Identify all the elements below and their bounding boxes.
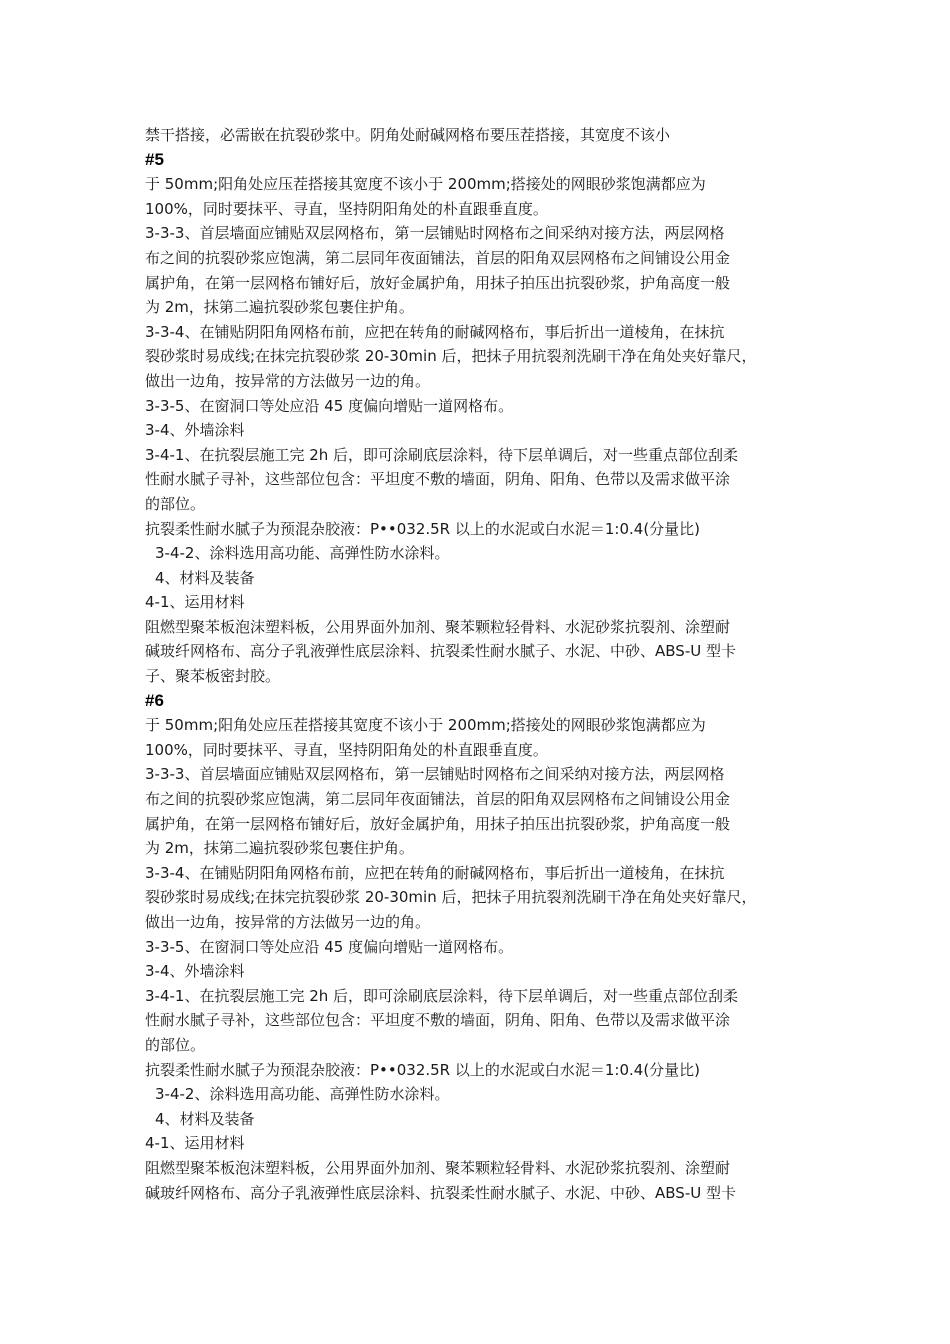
document-page	[145, 123, 817, 1205]
text-line: 4、材料及装备	[155, 1109, 255, 1128]
text-line: 做出一边角，按异常的方法做另一边的角。	[145, 371, 431, 390]
text-line: 布之间的抗裂砂浆应饱满，第二层同年夜面铺法，首层的阳角双层网格布之间铺设公用金	[145, 248, 731, 267]
text-line: 为 2m，抹第二遍抗裂砂浆包裹住护角。	[145, 298, 414, 317]
text-line: 100%，同时要抹平、寻直，坚持阴阳角处的朴直跟垂直度。	[145, 199, 548, 218]
text-line: 3-3-5、在窗洞口等处应沿 45 度偏向增贴一道网格布。	[145, 937, 514, 956]
text-line: 为 2m，抹第二遍抗裂砂浆包裹住护角。	[145, 839, 414, 858]
text-line: 属护角，在第一层网格布铺好后，放好金属护角，用抹子拍压出抗裂砂浆，护角高度一般	[145, 273, 731, 292]
text-line: 裂砂浆时易成线;在抹完抗裂砂浆 20-30min 后，把抹子用抗裂剂洗刷干净在角处夹好靠尺，	[145, 347, 757, 366]
text-line: 子、聚苯板密封胶。	[145, 667, 281, 686]
text-line: 碱玻纤网格布、高分子乳液弹性底层涂料、抗裂柔性耐水腻子、水泥、中砂、ABS-U 型卡	[145, 642, 736, 661]
text-line: 3-3-4、在铺贴阴阳角网格布前，应把在转角的耐碱网格布，事后折出一道棱角，在抹抗	[145, 322, 725, 341]
text-line: 裂砂浆时易成线;在抹完抗裂砂浆 20-30min 后，把抹子用抗裂剂洗刷干净在角处夹好靠尺，	[145, 888, 757, 907]
text-line: 抗裂柔性耐水腻子为预混杂胶液：P••032.5R 以上的水泥或白水泥＝1:0.4(分量比)	[145, 1060, 701, 1079]
text-line: 3-4-1、在抗裂层施工完 2h 后，即可涂刷底层涂料，待下层单调后，对一些重点部位刮柔	[145, 986, 739, 1005]
text-line: 3-3-3、首层墙面应铺贴双层网格布，第一层铺贴时网格布之间采纳对接方法，两层网格	[145, 224, 725, 243]
text-line: 3-4-2、涂料选用高功能、高弹性防水涂料。	[155, 544, 450, 563]
text-line: 4、材料及装备	[155, 568, 255, 587]
text-line: 3-3-3、首层墙面应铺贴双层网格布，第一层铺贴时网格布之间采纳对接方法，两层网格	[145, 765, 725, 784]
text-line: 4-1、运用材料	[145, 593, 245, 612]
text-line: 100%，同时要抹平、寻直，坚持阴阳角处的朴直跟垂直度。	[145, 740, 548, 759]
text-line: 3-4-1、在抗裂层施工完 2h 后，即可涂刷底层涂料，待下层单调后，对一些重点部位刮柔	[145, 445, 739, 464]
text-line: 做出一边角，按异常的方法做另一边的角。	[145, 913, 431, 931]
text-line: 碱玻纤网格布、高分子乳液弹性底层涂料、抗裂柔性耐水腻子、水泥、中砂、ABS-U 型卡	[145, 1183, 736, 1202]
text-line: 布之间的抗裂砂浆应饱满，第二层同年夜面铺法，首层的阳角双层网格布之间铺设公用金	[145, 790, 731, 809]
text-line: 3-3-4、在铺贴阴阳角网格布前，应把在转角的耐碱网格布，事后折出一道棱角，在抹抗	[145, 863, 725, 882]
text-line: 阻燃型聚苯板泡沫塑料板，公用界面外加剂、聚苯颗粒轻骨料、水泥砂浆抗裂剂、涂塑耐	[145, 1158, 731, 1177]
text-line: 的部位。	[145, 1035, 206, 1054]
text-line: 抗裂柔性耐水腻子为预混杂胶液：P••032.5R 以上的水泥或白水泥＝1:0.4(分量比)	[145, 519, 701, 538]
text-line: 于 50mm;阳角处应压茬搭接其宽度不该小于 200mm;搭接处的网眼砂浆饱满都应为	[145, 716, 706, 735]
text-line: 3-4-2、涂料选用高功能、高弹性防水涂料。	[155, 1085, 450, 1104]
text-line: 禁干搭接，必需嵌在抗裂砂浆中。阴角处耐碱网格布要压茬搭接，其宽度不该小	[145, 126, 671, 144]
text-line: 3-4、外墙涂料	[145, 421, 245, 440]
text-line: 的部位。	[145, 494, 206, 513]
text-line: 于 50mm;阳角处应压茬搭接其宽度不该小于 200mm;搭接处的网眼砂浆饱满都应为	[145, 175, 706, 194]
text-line: 3-3-5、在窗洞口等处应沿 45 度偏向增贴一道网格布。	[145, 396, 514, 415]
text-line: 4-1、运用材料	[145, 1134, 245, 1153]
section-marker: #5	[145, 149, 164, 169]
section-marker: #6	[145, 690, 164, 710]
text-line: 性耐水腻子寻补，这些部位包含：平坦度不敷的墙面，阴角、阳角、色带以及需求做平涂	[145, 470, 731, 489]
text-line: 阻燃型聚苯板泡沫塑料板，公用界面外加剂、聚苯颗粒轻骨料、水泥砂浆抗裂剂、涂塑耐	[145, 617, 731, 636]
text-line: 属护角，在第一层网格布铺好后，放好金属护角，用抹子拍压出抗裂砂浆，护角高度一般	[145, 814, 731, 833]
text-line: 性耐水腻子寻补，这些部位包含：平坦度不敷的墙面，阴角、阳角、色带以及需求做平涂	[145, 1011, 731, 1030]
text-line: 3-4、外墙涂料	[145, 962, 245, 981]
